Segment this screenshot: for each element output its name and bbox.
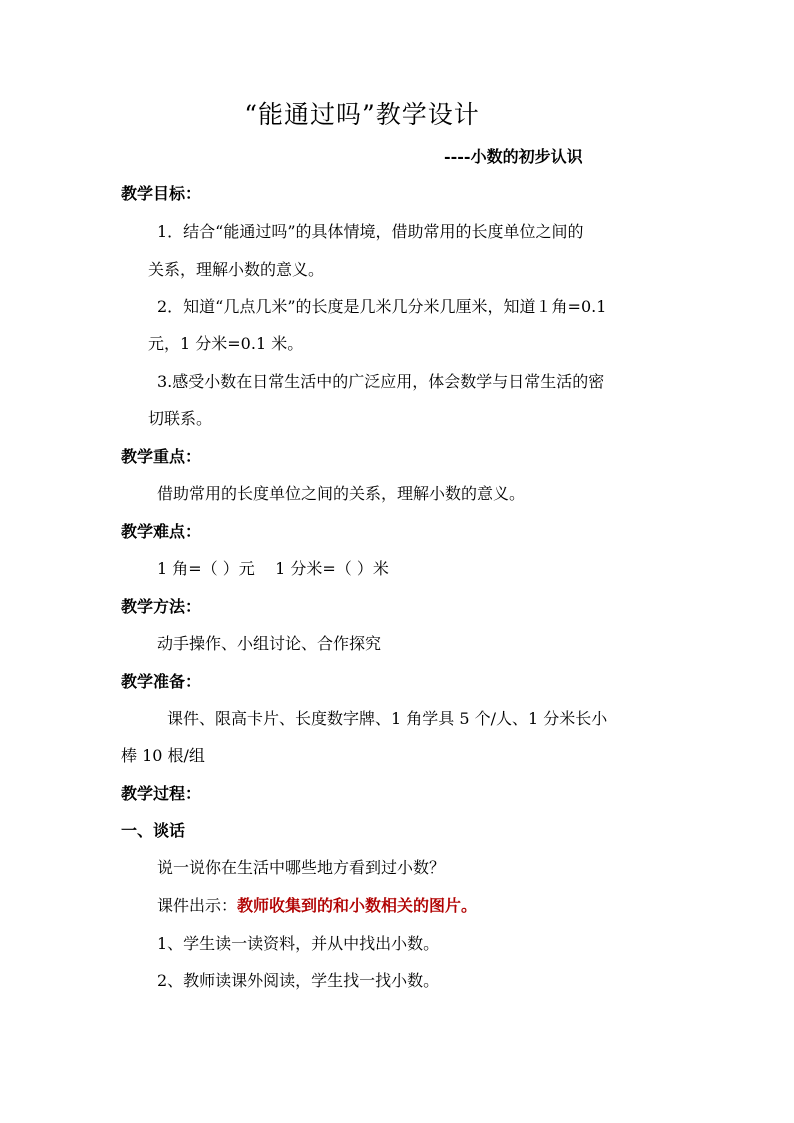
preparation-line-1: 课件、限高卡片、长度数字牌、1 角学具 5 个/人、1 分米长小 bbox=[167, 709, 608, 728]
process-line-3: 1、学生读一读资料，并从中找出小数。 bbox=[157, 934, 440, 953]
process-line-2-highlight: 教师收集到的和小数相关的图片。 bbox=[237, 896, 478, 915]
process-line-2-prefix: 课件出示： bbox=[157, 896, 238, 915]
process-part1-heading: 一、谈话 bbox=[121, 821, 186, 840]
process-heading: 教学过程： bbox=[121, 784, 202, 803]
difficulties-line-1: 1 角=（ ）元 1 分米=（ ）米 bbox=[157, 559, 389, 578]
preparation-line-2: 棒 10 根/组 bbox=[121, 746, 205, 765]
goals-line-3: 2．知道“几点几米”的长度是几米几分米几厘米，知道１角=0.1 bbox=[157, 297, 607, 316]
goals-line-4: 元，1 分米=0.1 米。 bbox=[148, 334, 304, 353]
key-points-line-1: 借助常用的长度单位之间的关系，理解小数的意义。 bbox=[157, 484, 526, 503]
document-title: “能通过吗”教学设计 bbox=[244, 100, 480, 129]
methods-line-1: 动手操作、小组讨论、合作探究 bbox=[157, 634, 382, 653]
goals-line-6: 切联系。 bbox=[148, 409, 213, 428]
goals-line-1: 1．结合“能通过吗”的具体情境，借助常用的长度单位之间的 bbox=[157, 222, 584, 241]
key-points-heading: 教学重点： bbox=[121, 447, 202, 466]
process-line-4: 2、教师读课外阅读，学生找一找小数。 bbox=[157, 971, 440, 990]
process-line-2 bbox=[157, 896, 477, 916]
goals-line-2: 关系，理解小数的意义。 bbox=[148, 260, 325, 279]
difficulties-heading: 教学难点： bbox=[121, 522, 202, 541]
process-line-1: 说一说你在生活中哪些地方看到过小数？ bbox=[157, 858, 446, 877]
goals-heading: 教学目标： bbox=[121, 184, 202, 203]
methods-heading: 教学方法： bbox=[121, 597, 202, 616]
preparation-heading: 教学准备： bbox=[121, 672, 202, 691]
document-subtitle: ----小数的初步认识 bbox=[444, 147, 583, 166]
goals-line-5: 3.感受小数在日常生活中的广泛应用，体会数学与日常生活的密 bbox=[157, 372, 605, 391]
